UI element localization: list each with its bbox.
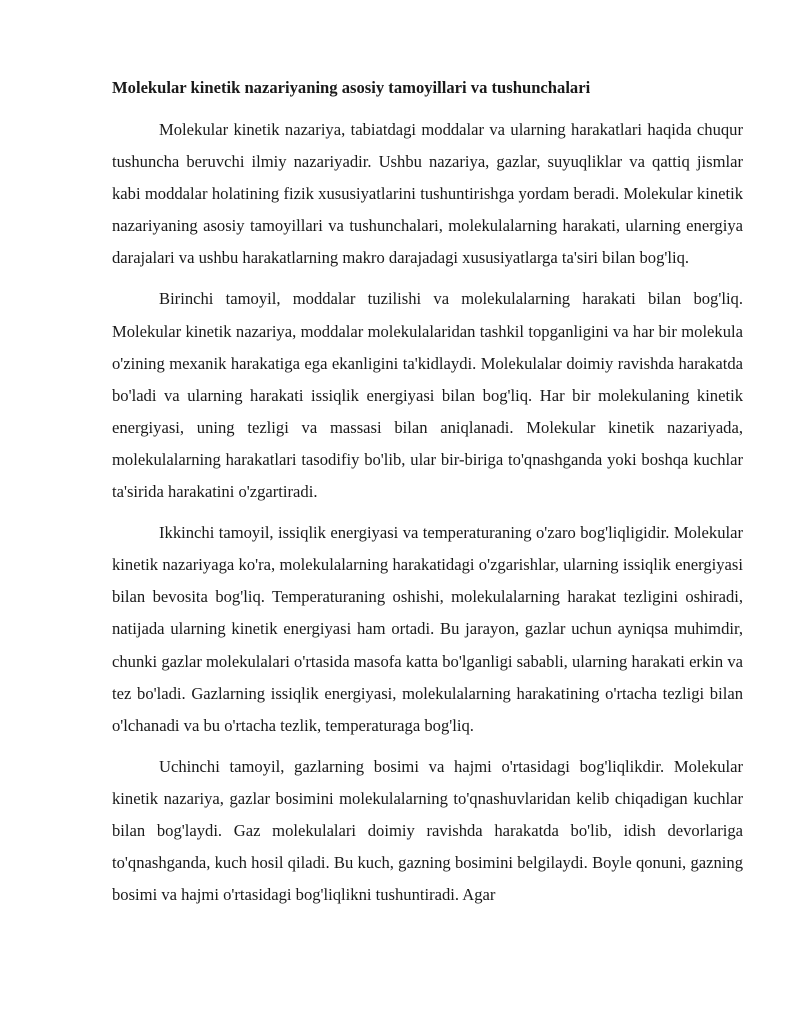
paragraph-third-principle: Uchinchi tamoyil, gazlarning bosimi va hajmi o'rtasidagi bog'liqlikdir. Molekular kinetik nazariya, gazlar bosimini molekulalarning to'qnashuvlaridan kelib chiqadigan kuchlar bilan bog'laydi. Gaz molekulalari doimiy ravishda harakatda bo'lib, idish devorlariga to'qnashganda, kuch hosil qiladi. Bu kuch, gazning bosimini belgilaydi. Boyle qonuni, gazning bosimi va hajmi o'rtasidagi bog'liqlikni tushuntiradi. Agar [112, 756, 743, 905]
document-page [112, 70, 743, 911]
paragraph-intro: Molekular kinetik nazariya, tabiatdagi moddalar va ularning harakatlari haqida chuqur tushuncha beruvchi ilmiy nazariyadir. Ushbu nazariya, gazlar, suyuqliklar va qattiq jismlar kabi moddalar holatining fizik xususiyatlarini tushuntirishga yordam beradi. Molekular kinetik nazariyaning asosiy tamoyillari va tushunchalari, molekulalarning harakati, ularning energiya darajalari va ushbu harakatlarning makro darajadagi xususiyatlarga ta'siri bilan bog'liq. [112, 120, 743, 268]
paragraph-second-principle: Ikkinchi tamoyil, issiqlik energiyasi va temperaturaning o'zaro bog'liqligidir. Molekular kinetik nazariyaga ko'ra, molekulalarning harakatidagi o'zgarishlar, ularning issiqlik energiyasi bilan bevosita bog'liq. Temperaturaning oshishi, molekulalarning harakat tezligini oshiradi, natijada ularning kinetik energiyasi ham ortadi. Bu jarayon, gazlar uchun ayniqsa muhimdir, chunki gazlar molekulalari o'rtasida masofa katta bo'lganligi sababli, ularning harakati erkin va tez bo'ladi. Gazlarning issiqlik energiyasi, molekulalarning harakatining o'rtacha tezligi bilan o'lchanadi va bu o'rtacha tezlik, temperaturaga bog'liq. [112, 523, 743, 735]
paragraph-first-principle: Birinchi tamoyil, moddalar tuzilishi va molekulalarning harakati bilan bog'liq. Molekular kinetik nazariya, moddalar molekulalaridan tashkil topganligini va har bir molekula o'zining mexanik harakatiga ega ekanligini ta'kidlaydi. Molekulalar doimiy ravishda harakatda bo'ladi va ularning harakati issiqlik energiyasi bilan bog'liq. Har bir molekulaning kinetik energiyasi, uning tezligi va massasi bilan aniqlanadi. Molekular kinetik nazariyada, molekulalarning harakatlari tasodifiy bo'lib, ular bir-biriga to'qnashganda yoki boshqa kuchlar ta'sirida harakatini o'zgartiradi. [112, 289, 743, 502]
document-title: Molekular kinetik nazariyaning asosiy tamoyillari va tushunchalari [112, 78, 591, 97]
